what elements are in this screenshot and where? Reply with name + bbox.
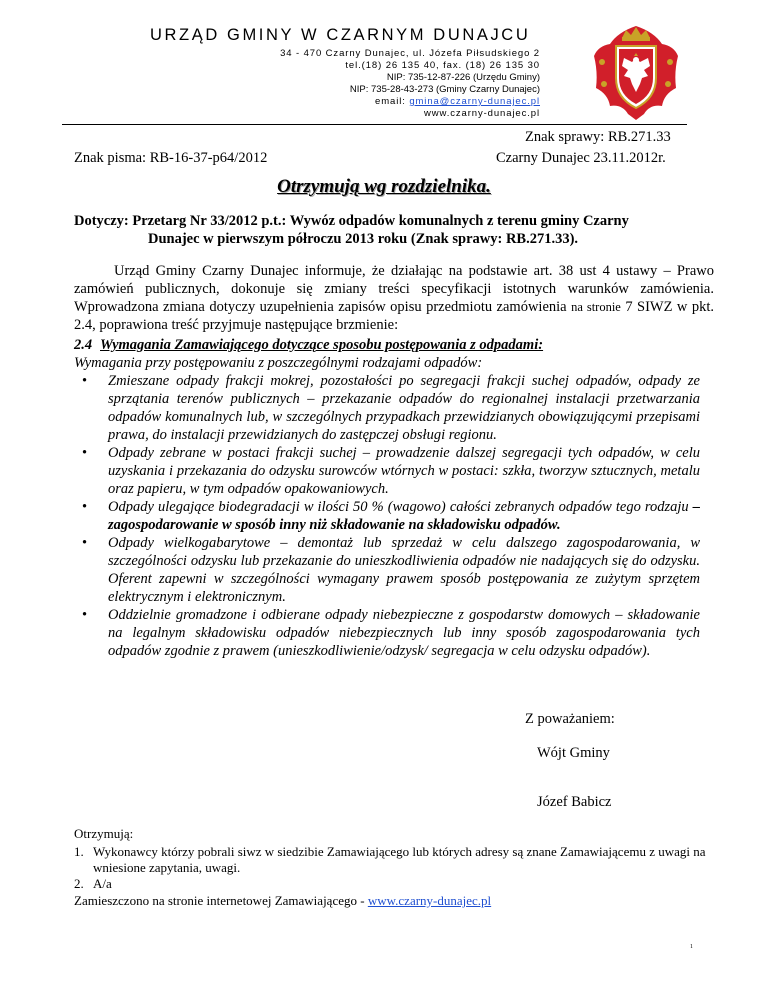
list-item [82, 372, 700, 444]
page-number: 1 [690, 944, 693, 950]
list-item [74, 844, 724, 876]
list-item-text: Odpady ulegające biodegradacji w ilości 50 % (wagowo) całości zebranych odpadów tego rodzaju [108, 499, 689, 515]
recipients-list [74, 844, 724, 892]
org-nip-commune: NIP: 735-28-43-273 (Gminy Czarny Dunajec) [349, 84, 540, 95]
posted-notice [74, 893, 491, 909]
intro-text-end: 7 SIWZ w pkt. 2.4, poprawiona treść przyjmuje następujące brzmienie: [74, 299, 714, 333]
bullet-icon: • [82, 499, 88, 515]
bullet-icon: • [82, 535, 88, 551]
org-email [375, 96, 540, 107]
list-item-number: 1. [74, 844, 84, 859]
org-address: 34 - 470 Czarny Dunajec, ul. Józefa Piłsudskiego 2 [280, 48, 540, 59]
subject-line-2: Dunajec w pierwszym półroczu 2013 roku (Znak sprawy: RB.271.33). [148, 231, 579, 247]
list-item-number: 2. [74, 876, 84, 891]
requirements-list [82, 372, 700, 660]
bullet-icon: • [82, 373, 88, 389]
org-email-label: email: [375, 96, 410, 107]
subject [74, 212, 714, 248]
list-item-text: A/a [93, 876, 112, 891]
list-item-text: Oddzielnie gromadzone i odbierane odpady niebezpieczne z gospodarstw domowych – składowanie na legalnym składowisku odpadów niebezpiecznych lub inny sposób zagospodarowania tych odpadów zgodnie z prawem (unieszkodliwienie/odzysk/ segregacja w celu odzysku odpadów). [108, 607, 700, 659]
list-item [74, 876, 724, 892]
header-divider [62, 124, 687, 125]
signature-title: Wójt Gminy [537, 745, 610, 761]
bullet-icon: • [82, 445, 88, 461]
list-item-bold-text: – zagospodarowanie w sposób inny niż składowanie na składowisku odpadów. [108, 499, 700, 533]
list-item [82, 534, 700, 606]
subject-line-1: Dotyczy: Przetarg Nr 33/2012 p.t.: Wywóz odpadów komunalnych z terenu gminy Czarny [74, 213, 629, 229]
list-item [82, 606, 700, 660]
signature-name: Józef Babicz [537, 794, 612, 810]
signature-greeting: Z poważaniem: [525, 711, 615, 727]
list-item-text: Wykonawcy którzy pobrali siwz w siedzibie Zamawiającego lub których adresy są znane Zamawiającemu z uwagi na wniesione zapytania, uwagi. [93, 844, 706, 875]
list-item-text: Zmieszane odpady frakcji mokrej, pozostałości po segregacji frakcji suchej odpadów, odpady ze sprzątania terenów publicznych – przekazanie odpadów do regionalnej instalacji przetwarzania odpadów komunalnych lub, w szczególnych przypadkach przewidzianych obowiązującymi przepisami prawa, do instalacji przewidzianych do zastępczej obsługi regionu. [108, 373, 700, 443]
section-heading-text: Wymagania Zamawiającego dotyczące sposobu postępowania z odpadami: [100, 337, 544, 353]
section-heading [74, 337, 543, 354]
intro-text: Urząd Gminy Czarny Dunajec informuje, że działając na podstawie art. 38 ust 4 ustawy – Prawo zamówień publicznych, dokonuje się zmiany treści specyfikacji istotnych warunków zamówienia. Wprowadzona zmiana dotyczy uzupełnienia zapisów opisu przedmiotu zamówienia [74, 263, 714, 315]
recipients-label: Otrzymują: [74, 826, 134, 841]
list-item-text: Odpady zebrane w postaci frakcji suchej – prowadzenie dalszej segregacji tych odpadów, w celu uzyskania i przekazania do odzysku surowców wtórnych w postaci: szkła, tworzyw sztucznych, metalu oraz papieru, w tym odpadów opakowaniowych. [108, 445, 700, 497]
org-name: URZĄD GMINY W CZARNYM DUNAJCU [150, 26, 531, 44]
letter-reference: Znak pisma: RB-16-37-p64/2012 [74, 150, 268, 166]
org-phone: tel.(18) 26 135 40, fax. (18) 26 135 30 [345, 60, 540, 71]
intro-text-small: na stronie [571, 300, 621, 314]
org-website: www.czarny-dunajec.pl [423, 108, 540, 119]
case-reference: Znak sprawy: RB.271.33 [525, 129, 671, 145]
list-item [82, 444, 700, 498]
page-title: Otrzymują wg rozdzielnika. [277, 176, 491, 197]
coat-of-arms-icon [588, 22, 684, 122]
org-nip-office: NIP: 735-12-87-226 (Urzędu Gminy) [386, 72, 540, 83]
requirements-lead: Wymagania przy postępowaniu z poszczególnymi rodzajami odpadów: [74, 355, 483, 371]
list-item-text: Odpady wielkogabarytowe – demontaż lub sprzedaż w celu dalszego zagospodarowania, w szczególności odzysku lub przekazanie do unieszkodliwienia odpadów nie nadających się do odzysku. Oferent zapewni w szczególności wymagany prawem sposób postępowania ze zużytym sprzętem elektrycznym i elektronicznym. [108, 535, 700, 605]
email-link[interactable]: gmina@czarny-dunajec.pl [409, 96, 540, 107]
list-item [82, 498, 700, 534]
bullet-icon: • [82, 607, 88, 623]
website-link[interactable]: www.czarny-dunajec.pl [367, 893, 492, 908]
posted-text: Zamieszczono na stronie internetowej Zamawiającego - [74, 893, 368, 908]
intro-paragraph [74, 262, 714, 334]
section-number: 2.4 [74, 337, 93, 353]
place-date: Czarny Dunajec 23.11.2012r. [496, 150, 666, 166]
